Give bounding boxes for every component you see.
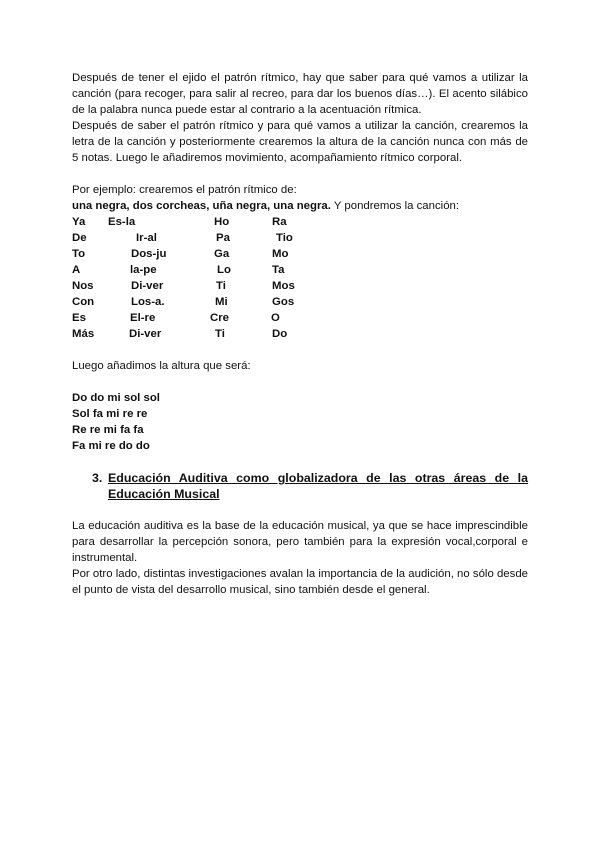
syllable-table [72,214,528,342]
syllable-row [72,294,528,310]
syllable-cell: Los-a. [131,296,165,308]
syllable-cell: la-pe [130,264,157,276]
pitch-line: Fa mi re do do [72,440,150,452]
syllable-cell: Nos [72,280,94,292]
intro-paragraph-1: Después de tener el ejido el patrón rítmico, hay que saber para qué vamos a utilizar la canción (para recoger, para salir al recreo, para dar los buenos días…). El acento silábico de la palabra nunca puede estar al contrario a la acentuación rítmica. [72,72,528,116]
syllable-cell: Mi [215,296,228,308]
section-heading [92,470,528,502]
syllable-cell: Dos-ju [131,248,167,260]
syllable-cell: To [72,248,86,260]
syllable-cell: Es-la [108,216,136,228]
syllable-cell: Más [72,328,95,340]
section-number: 3. [92,471,103,485]
syllable-cell: Con [72,296,95,308]
syllable-row [72,246,528,262]
syllable-cell: De [72,232,87,244]
syllable-cell: Ti [215,328,225,340]
spacer [72,502,528,518]
intro-paragraph-2: Después de saber el patrón rítmico y para qué vamos a utilizar la canción, crearemos la letra de la canción y posteriormente crearemos la altura de la canción nunca con más de 5 notas. Luego le añadiremos movimiento, acompañamiento rítmico corporal. [72,120,528,164]
syllable-cell: Di-ver [131,280,164,292]
syllable-cell: A [72,264,81,276]
syllable-cell: Mo [272,248,289,260]
spacer [72,374,528,390]
spacer [72,454,528,470]
syllable-row [72,326,528,342]
syllable-cell: Tio [276,232,293,244]
syllable-cell: Mos [272,280,295,292]
spacer [72,342,528,358]
syllable-cell: Ho [214,216,230,228]
pitch-line: Do do mi sol sol [72,392,160,404]
syllable-cell: Ga [214,248,230,260]
section-paragraph-2: Por otro lado, distintas investigaciones avalan la importancia de la audición, no sólo desde el punto de vista del desarrollo musical, sino también desde el general. [72,568,528,596]
spacer [72,166,528,182]
pitch-line: Sol fa mi re re [72,408,148,420]
syllable-cell: Ya [72,216,86,228]
syllable-cell: Di-ver [129,328,162,340]
syllable-cell: El-re [130,312,156,324]
document-page [72,70,528,598]
syllable-cell: Ra [272,216,287,228]
pitch-line: Re re mi fa fa [72,424,144,436]
syllable-cell: Lo [217,264,231,276]
syllable-cell: Ta [272,264,285,276]
syllable-cell: Pa [216,232,230,244]
syllable-cell: O [271,312,280,324]
syllable-cell: Cre [210,312,229,324]
pattern-line [72,198,528,214]
example-lead: Por ejemplo: crearemos el patrón rítmico de: [72,184,297,196]
syllable-row [72,262,528,278]
syllable-cell: Es [72,312,86,324]
pattern-bold: una negra, dos corcheas, uña negra, una negra. [72,200,331,212]
syllable-cell: Ti [216,280,226,292]
syllable-cell: Ir-al [136,232,157,244]
section-title: Educación Auditiva como globalizadora de las otras áreas de la Educación Musical [108,471,528,501]
syllable-row [72,278,528,294]
syllable-cell: Gos [272,296,295,308]
pitch-lead: Luego añadimos la altura que será: [72,360,251,372]
section-paragraph-1: La educación auditiva es la base de la educación musical, ya que se hace imprescindible para desarrollar la percepción sonora, pero también para la expresión vocal,corporal e instrumental. [72,520,528,564]
syllable-row [72,310,528,326]
syllable-cell: Do [272,328,288,340]
syllable-row [72,230,528,246]
pattern-after: Y pondremos la canción: [330,200,460,212]
syllable-row [72,214,528,230]
